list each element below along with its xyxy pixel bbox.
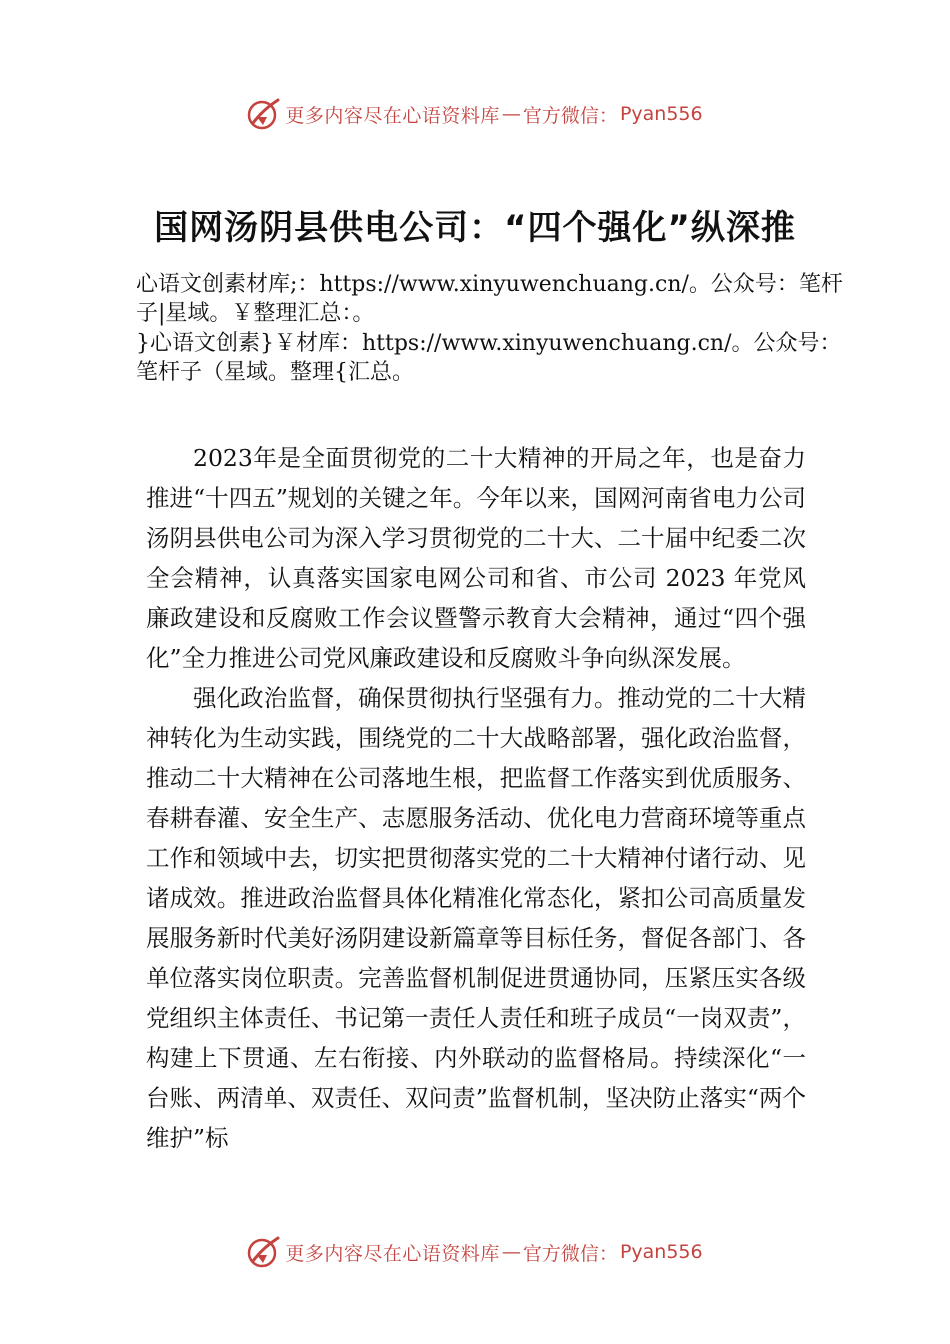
banner-separator: — bbox=[501, 103, 521, 125]
header-watermark-banner bbox=[0, 94, 950, 134]
paragraph-political-supervision: 强化政治监督，确保贯彻执行坚强有力。推动党的二十大精神转化为生动实践，围绕党的二十大战略部署，强化政治监督，推动二十大精神在公司落地生根，把监督工作落实到优质服务、春耕春灌、安全生产、志愿服务活动、优化电力营商环境等重点工作和领域中去，切实把贯彻落实党的二十大精神付诸行动、见诸成效。推进政治监督具体化精准化常态化，紧扣公司高质量发展服务新时代美好汤阴建设新篇章等目标任务，督促各部门、各单位落实岗位职责。完善监督机制促进贯通协同，压紧压实各级党组织主体责任、书记第一责任人责任和班子成员“一岗双责”，构建上下贯通、左右衔接、内外联动的监督格局。持续深化“一台账、两清单、双责任、双问责”监督机制，坚决防止落实“两个维护”标 bbox=[146, 684, 806, 1152]
paragraph-intro: 2023年是全面贯彻党的二十大精神的开局之年，也是奋力推进“十四五”规划的关键之年。今年以来，国网河南省电力公司汤阴县供电公司为深入学习贯彻党的二十大、二十届中纪委二次全会精神，认真落实国家电网公司和省、市公司 2023 年党风廉政建设和反腐败工作会议暨警示教育大会精神，通过“四个强化”全力推进公司党风廉政建设和反腐败斗争向纵深发展。 bbox=[146, 444, 806, 672]
banner-separator: — bbox=[501, 1241, 521, 1263]
banner-wechat-id: Pyan556 bbox=[619, 103, 703, 125]
banner-wechat-label: 官方微信： bbox=[522, 1242, 618, 1265]
brush-seal-icon bbox=[247, 97, 281, 131]
banner-wechat-label: 官方微信： bbox=[522, 104, 618, 127]
footer-watermark-banner bbox=[0, 1232, 950, 1272]
banner-main-text: 更多内容尽在心语资料库 bbox=[285, 1242, 500, 1265]
document-title: 国网汤阴县供电公司：“四个强化”纵深推 bbox=[154, 208, 796, 248]
brush-seal-icon bbox=[247, 1235, 281, 1269]
article-body bbox=[146, 438, 806, 1158]
banner-wechat-id: Pyan556 bbox=[619, 1241, 703, 1263]
source-line-2: }心语文创素}￥材库：https://www.xinyuwenchuang.cn/。公众号：笔杆子（星域。整理{汇总。 bbox=[136, 331, 842, 385]
banner-main-text: 更多内容尽在心语资料库 bbox=[285, 104, 500, 127]
source-line-1: 心语文创素材库;：https://www.xinyuwenchuang.cn/。公众号：笔杆子|星域。￥整理汇总：。 bbox=[136, 272, 843, 326]
